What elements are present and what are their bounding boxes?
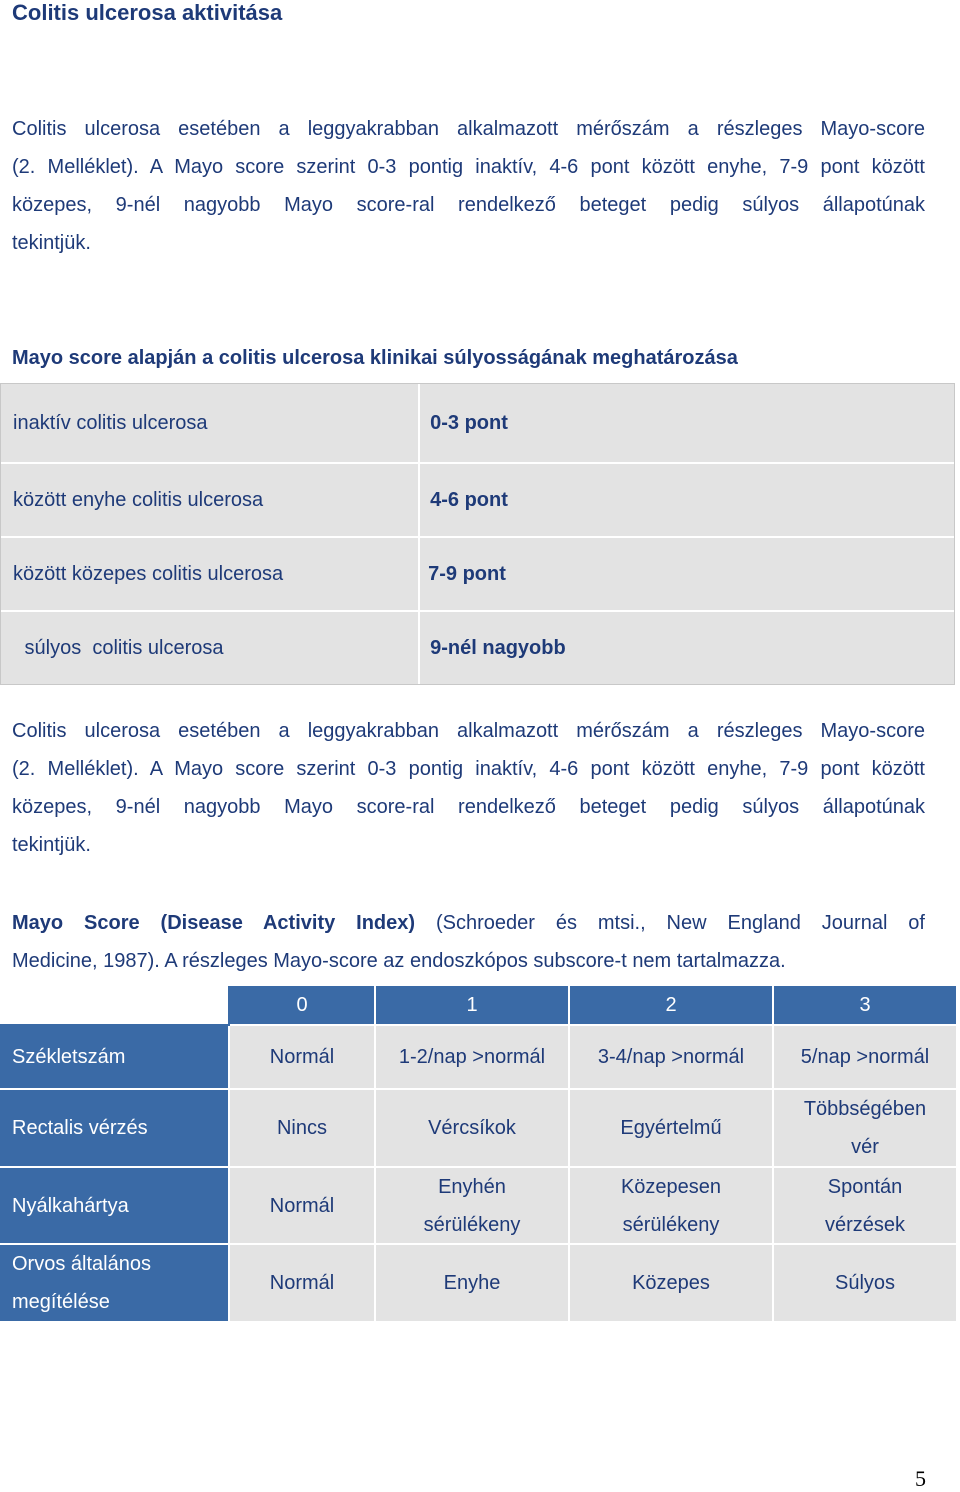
paragraph-line: közepes, 9-nél nagyobb Mayo score-ral rendelkező beteget pedig súlyos állapotúnak [12,194,925,216]
severity-value: 0-3 pont [420,384,954,462]
row-label: Székletszám [0,1026,230,1090]
severity-value: 4-6 pont [420,464,954,536]
header-cell: 0 [230,986,376,1026]
severity-label: között enyhe colitis ulcerosa [1,464,420,536]
table-cell: Spontán vérzések [774,1168,956,1245]
severity-table [0,383,955,685]
table-header-row [0,986,956,1026]
table-row [0,1168,956,1245]
severity-label: súlyos colitis ulcerosa [1,612,420,684]
table-row [1,384,954,464]
table-cell: Enyhe [376,1245,570,1323]
page-title: Colitis ulcerosa aktivitása [12,0,283,25]
table-cell: Normál [230,1245,376,1323]
table-cell: Többségében vér [774,1090,956,1168]
header-cell: 2 [570,986,774,1026]
paragraph-line [12,904,925,942]
header-cell: 1 [376,986,570,1026]
paragraph-line: Medicine, 1987). A részleges Mayo-score az endoszkópos subscore-t nem tartalmazza. [12,950,786,972]
severity-value: 9-nél nagyobb [420,612,954,684]
paragraph-line: Colitis ulcerosa esetében a leggyakrabban alkalmazott mérőszám a részleges Mayo-score [12,720,925,742]
table-cell: 1-2/nap >normál [376,1026,570,1090]
table-cell: Normál [230,1168,376,1245]
paragraph-line: (2. Melléklet). A Mayo score szerint 0-3 pontig inaktív, 4-6 pont között enyhe, 7-9 pont között [12,156,925,178]
table-cell: Normál [230,1026,376,1090]
paragraph-line: tekintjük. [12,232,91,254]
row-label: Orvos általános megítélése [0,1245,230,1323]
severity-label: között közepes colitis ulcerosa [1,538,420,610]
table-row [1,612,954,684]
table-row [0,1245,956,1323]
mayo-score-table [0,986,956,1323]
row-label: Rectalis vérzés [0,1090,230,1168]
table-cell: Enyhén sérülékeny [376,1168,570,1245]
table-row [0,1026,956,1090]
table-cell: Közepesen sérülékeny [570,1168,774,1245]
mayo-score-bold: Mayo Score (Disease Activity Index) [12,912,416,934]
paragraph-line: közepes, 9-nél nagyobb Mayo score-ral rendelkező beteget pedig súlyos állapotúnak [12,796,925,818]
table-cell: Vércsíkok [376,1090,570,1168]
citation-text: (Schroeder és mtsi., New England Journal of [415,912,925,934]
table-cell: 3-4/nap >normál [570,1026,774,1090]
table-cell: Közepes [570,1245,774,1323]
severity-value: 7-9 pont [420,538,954,610]
paragraph-line: tekintjük. [12,834,91,856]
table-cell: Egyértelmű [570,1090,774,1168]
table-cell: Nincs [230,1090,376,1168]
table-row [0,1090,956,1168]
row-label: Nyálkahártya [0,1168,230,1245]
repeat-paragraph [12,712,925,864]
intro-paragraph [12,110,925,262]
table-row [1,464,954,538]
severity-heading: Mayo score alapján a colitis ulcerosa klinikai súlyosságának meghatározása [12,347,738,369]
table-cell: 5/nap >normál [774,1026,956,1090]
page-number: 5 [915,1466,926,1491]
mayo-description [12,904,925,980]
paragraph-line: Colitis ulcerosa esetében a leggyakrabban alkalmazott mérőszám a részleges Mayo-score [12,118,925,140]
header-cell: 3 [774,986,956,1026]
header-blank-cell [0,986,230,1026]
paragraph-line: (2. Melléklet). A Mayo score szerint 0-3 pontig inaktív, 4-6 pont között enyhe, 7-9 pont között [12,758,925,780]
table-row [1,538,954,612]
severity-label: inaktív colitis ulcerosa [1,384,420,462]
table-cell: Súlyos [774,1245,956,1323]
